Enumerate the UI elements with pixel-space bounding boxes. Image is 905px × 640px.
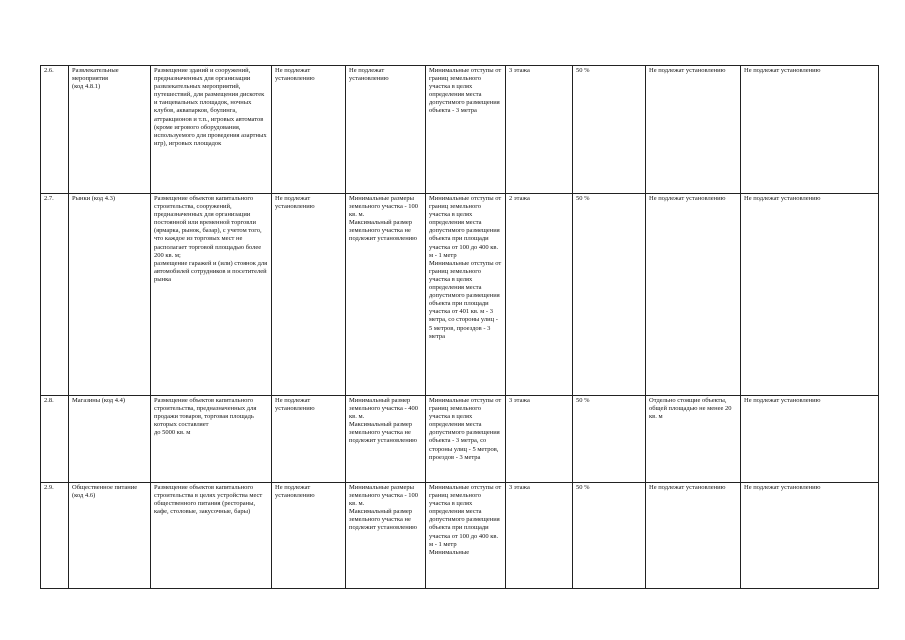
other-parameters: Не подлежат установлению <box>646 194 741 396</box>
other-parameters: Не подлежат установлению <box>646 483 741 589</box>
use-type-description: Размещение объектов капитального строительства в целях устройства мест общественного питания (рестораны, кафе, столовые, закусочные, бары) <box>151 483 272 589</box>
cell-value: Не подлежат установлению <box>272 396 346 483</box>
cell-value: Не подлежат установлению <box>272 194 346 396</box>
use-type-description: Размещение объектов капитального строительства, предназначенных для продажи товаров, торговая площадь которых составляет до 5000 кв. м <box>151 396 272 483</box>
land-plot-size: Минимальные размеры земельного участка - 100 кв. м. Максимальный размер земельного участка не подлежит установлению <box>346 483 426 589</box>
row-number: 2.7. <box>41 194 69 396</box>
restrictions: Не подлежат установлению <box>741 66 879 194</box>
use-type-description: Размещение объектов капитального строительства, сооружений, предназначенных для организации постоянной или временной торговли (ярмарка, рынок, базар), с учетом того, что каждое из торговых мест не располагает торговой площадью более 200 кв. м; размещение гаражей и (или) стоянок для автомобилей сотрудников и посетителей рынка <box>151 194 272 396</box>
max-coverage-percent: 50 % <box>573 396 646 483</box>
use-type-name: Общественное питание (код 4.6) <box>69 483 151 589</box>
land-plot-size: Минимальный размер земельного участка - 400 кв. м. Максимальный размер земельного участка не подлежит установлению <box>346 396 426 483</box>
max-coverage-percent: 50 % <box>573 483 646 589</box>
table-row <box>41 194 879 396</box>
max-floors: 3 этажа <box>506 66 573 194</box>
table-row <box>41 483 879 589</box>
table-row <box>41 66 879 194</box>
max-floors: 2 этажа <box>506 194 573 396</box>
use-type-name: Магазины (код 4.4) <box>69 396 151 483</box>
other-parameters: Отдельно стоящие объекты, общей площадью не менее 20 кв. м <box>646 396 741 483</box>
restrictions: Не подлежат установлению <box>741 483 879 589</box>
max-coverage-percent: 50 % <box>573 194 646 396</box>
land-plot-size: Минимальные размеры земельного участка - 100 кв. м. Максимальный размер земельного участка не подлежит установлению <box>346 194 426 396</box>
restrictions: Не подлежат установлению <box>741 194 879 396</box>
max-floors: 3 этажа <box>506 483 573 589</box>
cell-value: Не подлежат установлению <box>272 66 346 194</box>
setback-requirements: Минимальные отступы от границ земельного участка в целях определения места допустимого размещения объекта - 3 метра <box>426 66 506 194</box>
setback-requirements: Минимальные отступы от границ земельного участка в целях определения места допустимого размещения объекта при площади участка от 100 до 400 кв. м - 1 метр Минимальные <box>426 483 506 589</box>
max-coverage-percent: 50 % <box>573 66 646 194</box>
zoning-regulations-table <box>40 65 879 589</box>
setback-requirements: Минимальные отступы от границ земельного участка в целях определения места допустимого размещения объекта при площади участка от 100 до 400 кв. м - 1 метр Минимальные отступы от границ земельного участка в целях определения места допустимого размещения объекта при площади участка от 401 кв. м - 3 метра, со стороны улиц - 5 метров, проездов - 3 метра <box>426 194 506 396</box>
use-type-description: Размещение зданий и сооружений, предназначенных для организации развлекательных мероприятий, путешествий, для размещения дискотек и танцевальных площадок, ночных клубов, аквапарков, боулинга, аттракционов и т.п., игровых автоматов (кроме игрового оборудования, используемого для проведения азартных игр), игровых площадок <box>151 66 272 194</box>
table-row <box>41 396 879 483</box>
land-plot-size: Не подлежат установлению <box>346 66 426 194</box>
setback-requirements: Минимальные отступы от границ земельного участка в целях определения места допустимого размещения объекта - 3 метра, со стороны улиц - 5 метров, проездов - 3 метра <box>426 396 506 483</box>
cell-value: Не подлежат установлению <box>272 483 346 589</box>
row-number: 2.6. <box>41 66 69 194</box>
row-number: 2.9. <box>41 483 69 589</box>
other-parameters: Не подлежат установлению <box>646 66 741 194</box>
row-number: 2.8. <box>41 396 69 483</box>
use-type-name: Развлекательные мероприятия (код 4.8.1) <box>69 66 151 194</box>
max-floors: 3 этажа <box>506 396 573 483</box>
restrictions: Не подлежат установлению <box>741 396 879 483</box>
use-type-name: Рынки (код 4.3) <box>69 194 151 396</box>
